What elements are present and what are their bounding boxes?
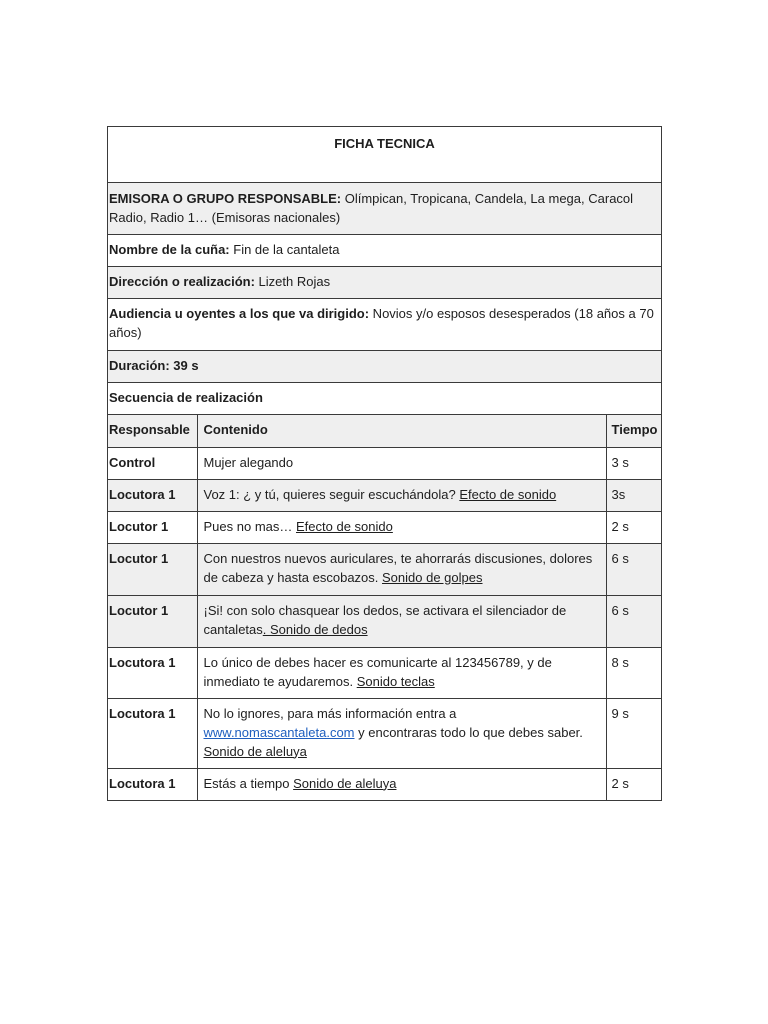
ficha-tecnica-table — [107, 126, 662, 801]
row-contenido — [197, 647, 606, 698]
row-text: Estás a tiempo — [203, 775, 294, 791]
row-responsable: Locutora 1 — [108, 698, 197, 768]
row-tiempo: 6 s — [606, 543, 661, 595]
row-effect: Efecto de sonido — [296, 518, 393, 534]
row-contenido — [197, 768, 606, 800]
row-effect: Sonido teclas — [356, 673, 435, 689]
row-tiempo: 9 s — [606, 698, 661, 768]
header-responsable: Responsable — [108, 415, 197, 447]
row-contenido — [197, 595, 606, 647]
row-text: No lo ignores, para más información entra a — [203, 705, 457, 721]
row-tiempo: 2 s — [611, 775, 629, 791]
website-link[interactable]: www.nomascantaleta.com — [203, 724, 355, 740]
table-row — [108, 543, 661, 595]
row-text: Lo único de debes hacer es comunicarte al 123456789, y de inmediato te ayudaremos. — [203, 654, 552, 689]
row-effect: Sonido de aleluya — [203, 743, 307, 759]
row-responsable: Locutora 1 — [108, 647, 197, 698]
table-row — [108, 595, 661, 647]
row-responsable: Locutor 1 — [108, 595, 197, 647]
row-contenido — [197, 698, 606, 768]
row-responsable: Locutor 1 — [108, 543, 197, 595]
row-effect: Sonido de aleluya — [293, 775, 397, 791]
row-effect: Efecto de sonido — [459, 486, 557, 502]
duracion-label: Duración: 39 s — [109, 358, 199, 373]
row-text: Pues no mas… — [203, 518, 296, 534]
table-row — [108, 698, 661, 768]
direccion-value: Lizeth Rojas — [254, 274, 331, 289]
row-text-continued: y encontraras todo lo que debes saber. — [354, 724, 583, 740]
row-contenido — [197, 447, 606, 479]
row-responsable: Locutor 1 — [108, 511, 197, 543]
emisora-value: Olímpican, Tropicana, Candela, La mega, Caracol Radio, Radio 1… (Emisoras nacionales) — [109, 191, 634, 225]
table-row — [108, 511, 661, 543]
audiencia-value: Novios y/o esposos desesperados (18 años a 70 años) — [109, 306, 654, 340]
row-responsable: Control — [108, 447, 197, 479]
direccion-row — [108, 267, 661, 299]
duracion-row — [108, 351, 661, 383]
row-effect: Sonido de golpes — [382, 569, 483, 585]
row-contenido — [197, 511, 606, 543]
row-contenido — [197, 543, 606, 595]
sequence-table — [108, 415, 661, 800]
nombre-row — [108, 235, 661, 267]
header-tiempo: Tiempo — [606, 415, 661, 447]
row-text: Voz 1: ¿ y tú, quieres seguir escuchándola? — [203, 486, 460, 502]
secuencia-row — [108, 383, 661, 415]
nombre-label: Nombre de la cuña: — [109, 242, 230, 257]
table-row — [108, 447, 661, 479]
audiencia-row — [108, 299, 661, 351]
header-contenido: Contenido — [197, 415, 606, 447]
row-text: Con nuestros nuevos auriculares, te ahorrarás discusiones, dolores de cabeza y hasta escobazos. — [203, 550, 593, 585]
nombre-value: Fin de la cantaleta — [229, 242, 340, 257]
emisora-row — [108, 183, 661, 235]
row-tiempo: 8 s — [606, 647, 661, 698]
table-row — [108, 768, 661, 800]
row-effect: . Sonido de dedos — [262, 621, 368, 637]
row-tiempo: 6 s — [606, 595, 661, 647]
table-row — [108, 647, 661, 698]
document-title: FICHA TECNICA — [108, 127, 661, 183]
row-text: Mujer alegando — [203, 454, 294, 470]
direccion-label: Dirección o realización: — [109, 274, 255, 289]
row-tiempo: 2 s — [606, 511, 661, 543]
emisora-label: EMISORA O GRUPO RESPONSABLE: — [109, 191, 342, 206]
row-text: ¡Si! con solo chasquear los dedos, se activara el silenciador de cantaletas — [203, 602, 567, 637]
row-responsable: Locutora 1 — [108, 479, 197, 511]
table-row — [108, 479, 661, 511]
row-tiempo: 3 s — [606, 447, 661, 479]
audiencia-label: Audiencia u oyentes a los que va dirigido: — [109, 306, 370, 321]
row-contenido — [197, 479, 606, 511]
sequence-header-row — [108, 415, 661, 447]
row-tiempo: 3s — [606, 479, 661, 511]
secuencia-label: Secuencia de realización — [109, 390, 263, 405]
row-responsable: Locutora 1 — [108, 768, 197, 800]
